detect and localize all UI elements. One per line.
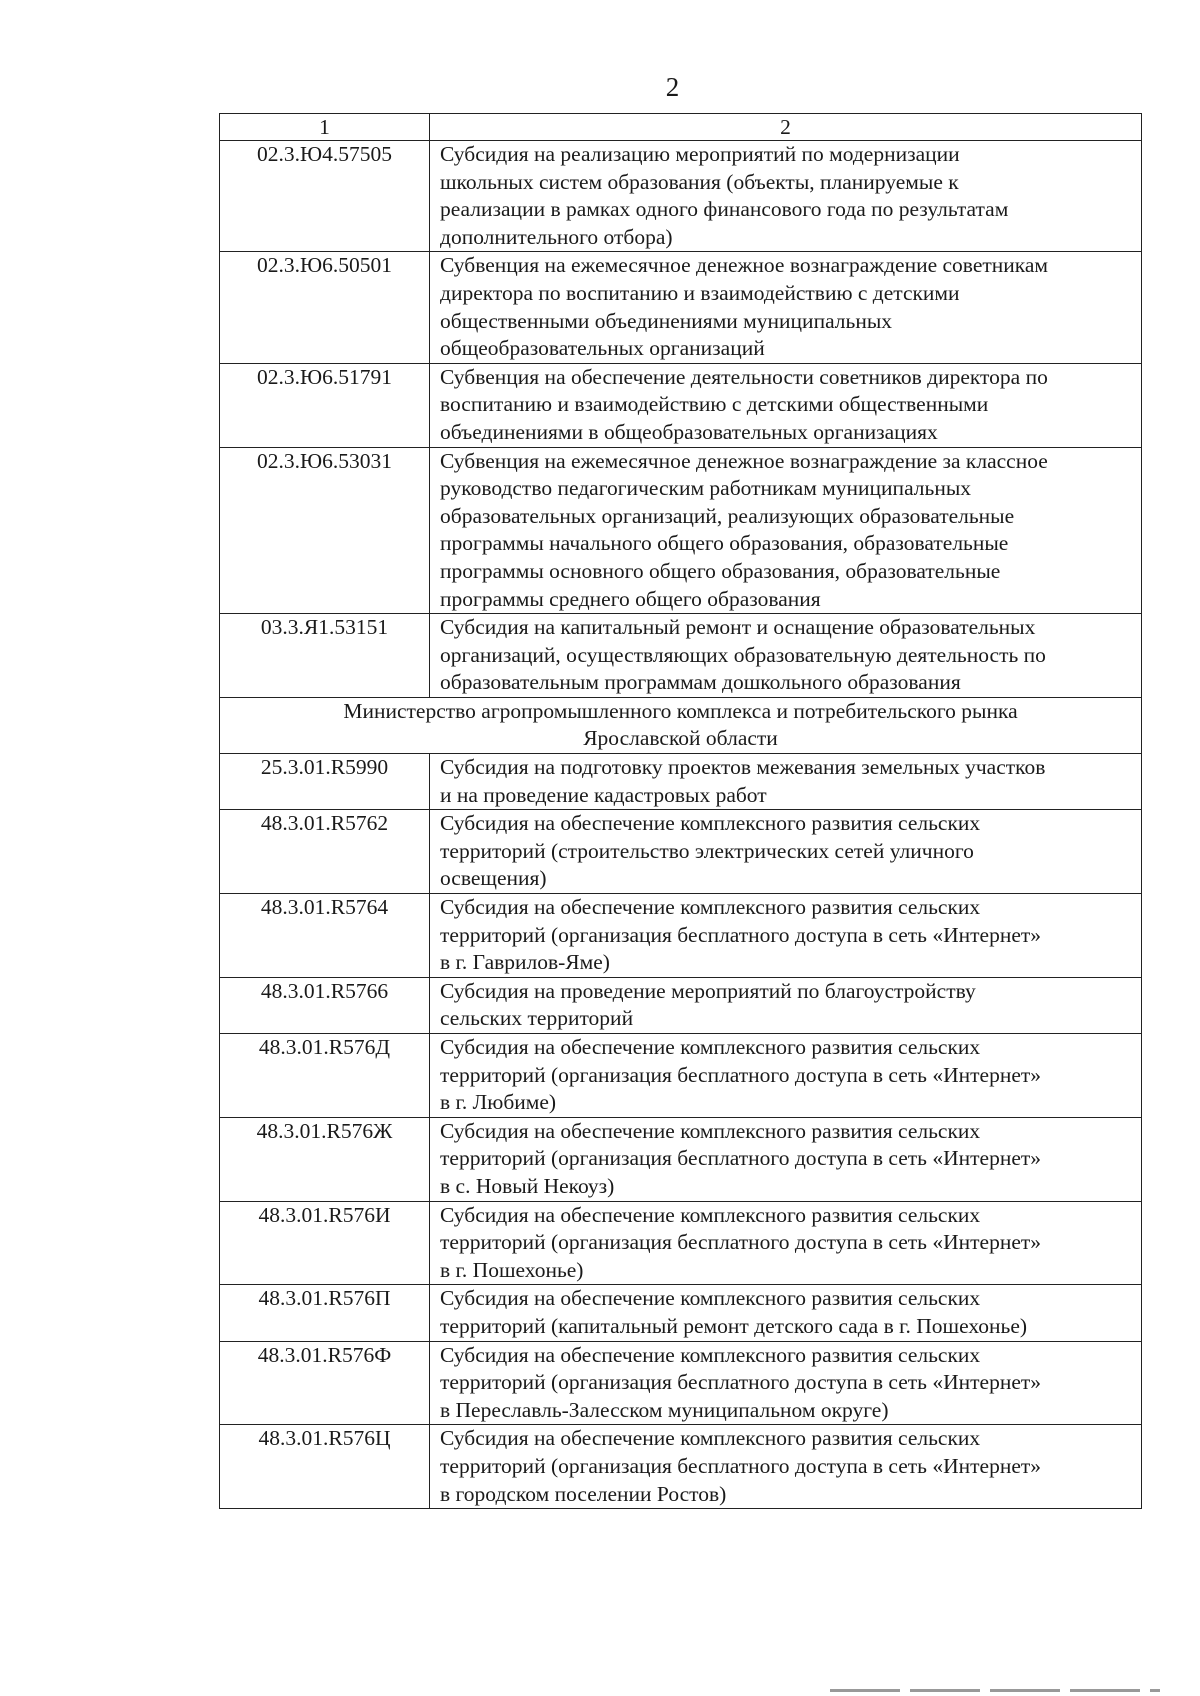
description-cell: Субвенция на ежемесячное денежное вознаграждение советникам директора по воспитанию и взаимодействию с детскими общественными объединениями муниципальных общеобразовательных организаций xyxy=(430,252,1142,363)
table-header-row xyxy=(220,114,1142,141)
description-cell: Субсидия на обеспечение комплексного развития сельских территорий (организация бесплатного доступа в сеть «Интернет» в городском поселении Ростов) xyxy=(430,1425,1142,1509)
code-cell: 48.3.01.R576Д xyxy=(220,1034,430,1118)
description-cell: Субвенция на обеспечение деятельности советников директора по воспитанию и взаимодействию с детскими общественными объединениями в общеобразовательных организациях xyxy=(430,363,1142,447)
table-row xyxy=(220,1034,1142,1118)
table-row xyxy=(220,894,1142,978)
code-cell: 48.3.01.R576Ф xyxy=(220,1341,430,1425)
code-cell: 48.3.01.R5764 xyxy=(220,894,430,978)
description-cell: Субсидия на подготовку проектов межевания земельных участков и на проведение кадастровых работ xyxy=(430,754,1142,810)
table-row xyxy=(220,1425,1142,1509)
code-cell: 03.3.Я1.53151 xyxy=(220,614,430,698)
description-cell: Субсидия на обеспечение комплексного развития сельских территорий (организация бесплатного доступа в сеть «Интернет» в г. Пошехонье) xyxy=(430,1201,1142,1285)
table-row xyxy=(220,1341,1142,1425)
description-cell: Субсидия на обеспечение комплексного развития сельских территорий (организация бесплатного доступа в сеть «Интернет» в г. Любиме) xyxy=(430,1034,1142,1118)
code-cell: 02.3.Ю6.50501 xyxy=(220,252,430,363)
description-cell: Субсидия на обеспечение комплексного развития сельских территорий (организация бесплатного доступа в сеть «Интернет» в с. Новый Некоуз) xyxy=(430,1117,1142,1201)
table-row xyxy=(220,614,1142,698)
description-cell: Субсидия на капитальный ремонт и оснащение образовательных организаций, осуществляющих образовательную деятельность по образовательным программам дошкольного образования xyxy=(430,614,1142,698)
description-cell: Субвенция на ежемесячное денежное вознаграждение за классное руководство педагогическим работникам муниципальных образовательных организаций, реализующих образовательные программы начального общего образования, образовательные программы основного общего образования, образовательные программы среднего общего образования xyxy=(430,447,1142,614)
table-row xyxy=(220,141,1142,252)
table-row xyxy=(220,754,1142,810)
code-cell: 48.3.01.R576И xyxy=(220,1201,430,1285)
description-cell: Субсидия на обеспечение комплексного развития сельских территорий (строительство электрических сетей уличного освещения) xyxy=(430,810,1142,894)
page-number: 2 xyxy=(665,72,680,102)
table-row xyxy=(220,1117,1142,1201)
code-cell: 25.3.01.R5990 xyxy=(220,754,430,810)
table-row xyxy=(220,977,1142,1033)
table-row xyxy=(220,363,1142,447)
table-row xyxy=(220,447,1142,614)
code-cell: 48.3.01.R576Ц xyxy=(220,1425,430,1509)
table-row xyxy=(220,252,1142,363)
description-cell: Субсидия на проведение мероприятий по благоустройству сельских территорий xyxy=(430,977,1142,1033)
table-row xyxy=(220,810,1142,894)
code-cell: 48.3.01.R576П xyxy=(220,1285,430,1341)
code-cell: 48.3.01.R5762 xyxy=(220,810,430,894)
description-cell: Субсидия на обеспечение комплексного развития сельских территорий (организация бесплатного доступа в сеть «Интернет» в Переславль-Залесском муниципальном округе) xyxy=(430,1341,1142,1425)
section-heading: Министерство агропромышленного комплекса и потребительского рынка Ярославской области xyxy=(220,697,1142,753)
code-cell: 02.3.Ю6.53031 xyxy=(220,447,430,614)
header-cell-code: 1 xyxy=(220,114,430,141)
code-cell: 02.3.Ю6.51791 xyxy=(220,363,430,447)
table-row xyxy=(220,1201,1142,1285)
code-cell: 48.3.01.R576Ж xyxy=(220,1117,430,1201)
code-cell: 02.3.Ю4.57505 xyxy=(220,141,430,252)
table-row xyxy=(220,1285,1142,1341)
header-cell-description: 2 xyxy=(430,114,1142,141)
description-cell: Субсидия на обеспечение комплексного развития сельских территорий (капитальный ремонт детского сада в г. Пошехонье) xyxy=(430,1285,1142,1341)
scan-artifact-line xyxy=(830,1689,1160,1692)
code-cell: 48.3.01.R5766 xyxy=(220,977,430,1033)
budget-codes-table xyxy=(219,113,1142,1509)
section-heading-row xyxy=(220,697,1142,753)
description-cell: Субсидия на реализацию мероприятий по модернизации школьных систем образования (объекты, планируемые к реализации в рамках одного финансового года по результатам дополнительного отбора) xyxy=(430,141,1142,252)
description-cell: Субсидия на обеспечение комплексного развития сельских территорий (организация бесплатного доступа в сеть «Интернет» в г. Гаврилов-Яме) xyxy=(430,894,1142,978)
